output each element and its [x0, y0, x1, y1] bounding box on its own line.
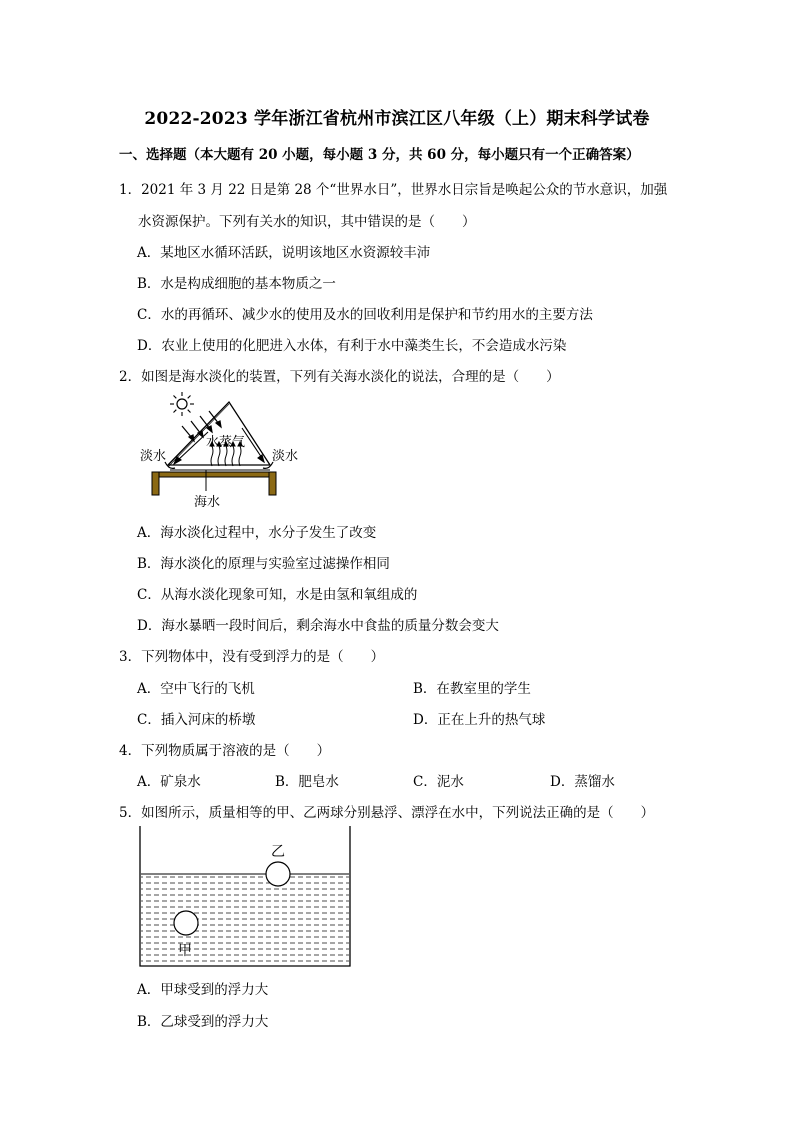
exam-title: 2022-2023 学年浙江省杭州市滨江区八年级（上）期末科学试卷 [144, 109, 650, 129]
q3-option-c: C．插入河床的桥墩 [137, 712, 256, 728]
q2-stem: 2．如图是海水淡化的装置，下列有关海水淡化的说法，合理的是（ ） [119, 369, 560, 385]
q1-stem-line1: 1．2021 年 3 月 22 日是第 28 个“世界水日”，世界水日宗旨是唤起公众的节水意识，加强 [119, 182, 668, 198]
label-water-vapor: 水蒸气 [206, 435, 246, 450]
q1-option-a: A．某地区水循环活跃，说明该地区水资源较丰沛 [137, 245, 431, 261]
label-fresh-water-right: 淡水 [272, 449, 299, 464]
q5-option-a: A．甲球受到的浮力大 [137, 982, 269, 998]
label-ball-jia: 甲 [178, 943, 192, 959]
label-sea-water: 海水 [194, 495, 221, 510]
q3-option-b: B．在教室里的学生 [413, 681, 531, 697]
q2-option-b: B．海水淡化的原理与实验室过滤操作相同 [137, 556, 390, 572]
sun-icon [170, 392, 194, 416]
desalination-figure [130, 388, 310, 513]
q2-option-d: D．海水暴晒一段时间后，剩余海水中食盐的质量分数会变大 [137, 618, 499, 634]
q4-option-c: C．泥水 [413, 774, 464, 790]
q1-option-d: D．农业上使用的化肥进入水体，有利于水中藻类生长，不会造成水污染 [137, 338, 567, 354]
q5-option-b: B．乙球受到的浮力大 [137, 1014, 269, 1030]
q1-option-c: C．水的再循环、减少水的使用及水的回收利用是保护和节约用水的主要方法 [137, 307, 593, 323]
q5-stem: 5．如图所示，质量相等的甲、乙两球分别悬浮、漂浮在水中，下列说法正确的是（ ） [119, 805, 655, 821]
label-fresh-water-left: 淡水 [140, 449, 167, 464]
water-body [141, 874, 349, 965]
q4-option-d: D．蒸馏水 [550, 774, 615, 790]
q1-option-b: B．水是构成细胞的基本物质之一 [137, 276, 336, 292]
ball-jia [174, 911, 198, 935]
q3-option-a: A．空中飞行的飞机 [137, 681, 255, 697]
q3-stem: 3．下列物体中，没有受到浮力的是（ ） [119, 649, 385, 665]
section-heading: 一、选择题（本大题有 20 小题，每小题 3 分，共 60 分，每小题只有一个正确答案） [119, 147, 640, 163]
table-top [152, 472, 276, 477]
q4-option-a: A．矿泉水 [137, 774, 201, 790]
table-leg-right [269, 472, 276, 495]
ball-yi [266, 862, 290, 886]
table-leg-left [152, 472, 159, 495]
floating-balls-figure [138, 826, 354, 968]
label-ball-yi: 乙 [271, 844, 285, 860]
q1-stem-line2: 水资源保护。下列有关水的知识，其中错误的是（ ） [138, 214, 476, 230]
q4-option-b: B．肥皂水 [275, 774, 339, 790]
q3-option-d: D．正在上升的热气球 [413, 712, 546, 728]
q2-option-c: C．从海水淡化现象可知，水是由氢和氧组成的 [137, 587, 418, 603]
q2-option-a: A．海水淡化过程中，水分子发生了改变 [137, 525, 377, 541]
q4-stem: 4．下列物质属于溶液的是（ ） [119, 743, 331, 759]
